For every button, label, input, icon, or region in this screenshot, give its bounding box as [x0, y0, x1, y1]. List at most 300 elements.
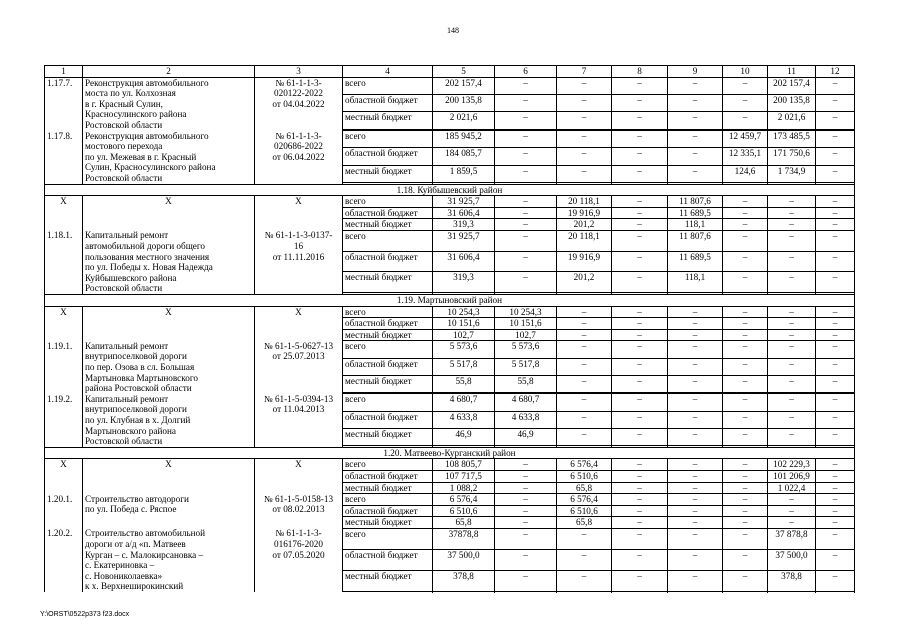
- section-row: [45, 184, 855, 196]
- amount-cell: –: [816, 375, 855, 392]
- item-row: [45, 77, 855, 94]
- amount-cell: –: [816, 470, 855, 482]
- section-title: 1.20. Матвеево-Курганский район: [45, 447, 855, 459]
- amount-cell: –: [557, 358, 612, 375]
- amount-cell: –: [612, 112, 668, 129]
- funding-source: местный бюджет: [343, 428, 433, 445]
- text-line: Ростовской области: [85, 119, 163, 130]
- section-title: 1.19. Мартыновский район: [45, 294, 855, 306]
- text-line: № 61-1-1-3-: [275, 77, 322, 88]
- text-line: № 61-1-1-3-: [275, 130, 322, 141]
- funding-source: всего: [343, 77, 433, 94]
- amount-cell: –: [816, 517, 855, 529]
- amount-cell: –: [495, 251, 557, 272]
- funding-source: областной бюджет: [343, 94, 433, 111]
- amount-cell: –: [612, 411, 668, 428]
- amount-cell: 102 229,3: [768, 459, 816, 471]
- amount-cell: –: [768, 394, 816, 411]
- text-line: Ростовской области: [85, 283, 163, 294]
- funding-source: местный бюджет: [343, 570, 433, 591]
- total-mark: Х: [83, 306, 255, 341]
- amount-cell: –: [816, 94, 855, 111]
- amount-cell: –: [612, 94, 668, 111]
- empty-cell: [557, 591, 612, 592]
- amount-cell: –: [768, 358, 816, 375]
- text-line: № 61-1-5-0627-13: [263, 340, 334, 351]
- item-document: [255, 230, 343, 294]
- amount-cell: –: [816, 358, 855, 375]
- amount-cell: 2 021,6: [433, 112, 495, 129]
- text-line: по ул. Клубная в х. Долгий: [85, 415, 191, 425]
- text-line: к х. Верхнеширокинский: [85, 581, 184, 592]
- amount-cell: –: [723, 394, 768, 411]
- amount-cell: –: [768, 272, 816, 293]
- amount-cell: 6 576,4: [433, 494, 495, 506]
- amount-cell: –: [723, 306, 768, 318]
- amount-cell: –: [768, 219, 816, 231]
- amount-cell: 20 118,1: [557, 196, 612, 208]
- funding-source: местный бюджет: [343, 375, 433, 392]
- item-name: [83, 77, 255, 130]
- amount-cell: 31 925,7: [433, 196, 495, 208]
- footer-file-path: Y:\ORST\0522p373 f23.docx: [40, 611, 130, 618]
- text-line: района Ростовской области: [85, 383, 192, 394]
- column-number: 7: [557, 66, 612, 78]
- funding-source: областной бюджет: [343, 207, 433, 219]
- amount-cell: 102,7: [495, 329, 557, 341]
- amount-cell: –: [557, 570, 612, 591]
- text-line: 020686-2022: [274, 141, 323, 152]
- amount-cell: –: [612, 505, 668, 517]
- amount-cell: –: [495, 570, 557, 591]
- amount-cell: –: [768, 251, 816, 272]
- section-title: 1.18. Куйбышевский район: [45, 184, 855, 196]
- text-line: Капитальный ремонт: [85, 393, 169, 404]
- amount-cell: –: [612, 341, 668, 358]
- amount-cell: –: [723, 428, 768, 445]
- amount-cell: –: [668, 428, 723, 445]
- funding-source: местный бюджет: [343, 272, 433, 293]
- amount-cell: –: [495, 148, 557, 165]
- total-mark: Х: [83, 196, 255, 231]
- amount-cell: –: [668, 570, 723, 591]
- empty-cell: [723, 591, 768, 592]
- amount-cell: 102,7: [433, 329, 495, 341]
- amount-cell: –: [816, 196, 855, 208]
- amount-cell: –: [557, 318, 612, 330]
- amount-cell: –: [723, 318, 768, 330]
- amount-cell: 37 500,0: [768, 549, 816, 570]
- amount-cell: 200 135,8: [768, 94, 816, 111]
- amount-cell: –: [723, 505, 768, 517]
- amount-cell: –: [723, 77, 768, 94]
- item-name: [83, 494, 255, 529]
- total-row: [45, 196, 855, 208]
- amount-cell: –: [557, 165, 612, 182]
- text-line: с. Новониколаевка»: [85, 570, 163, 581]
- amount-cell: –: [557, 329, 612, 341]
- amount-cell: –: [816, 494, 855, 506]
- funding-source: всего: [343, 494, 433, 506]
- amount-cell: –: [495, 528, 557, 549]
- amount-cell: 124,6: [723, 165, 768, 182]
- amount-cell: –: [668, 148, 723, 165]
- section-row: [45, 447, 855, 459]
- total-mark: Х: [45, 306, 83, 341]
- amount-cell: –: [723, 517, 768, 529]
- amount-cell: 19 916,9: [557, 251, 612, 272]
- amount-cell: –: [557, 411, 612, 428]
- amount-cell: –: [612, 272, 668, 293]
- amount-cell: –: [612, 482, 668, 494]
- amount-cell: –: [816, 207, 855, 219]
- item-number: 1.17.7.: [45, 77, 83, 130]
- amount-cell: –: [723, 272, 768, 293]
- item-number: 1.20.1.: [45, 494, 83, 529]
- item-number: 1.18.1.: [45, 230, 83, 294]
- amount-cell: 12 335,1: [723, 148, 768, 165]
- amount-cell: 5 573,6: [433, 341, 495, 358]
- text-line: моста по ул. Колхозная: [85, 88, 176, 99]
- text-line: Куйбышевского района: [85, 272, 177, 283]
- text-line: Капитальный ремонт: [85, 340, 169, 351]
- amount-cell: –: [612, 528, 668, 549]
- item-number: 1.17.8.: [45, 131, 83, 184]
- amount-cell: –: [495, 165, 557, 182]
- empty-cell: [495, 591, 557, 592]
- amount-cell: –: [816, 306, 855, 318]
- amount-cell: –: [612, 306, 668, 318]
- amount-cell: –: [768, 196, 816, 208]
- amount-cell: 46,9: [433, 428, 495, 445]
- empty-cell: [668, 591, 723, 592]
- amount-cell: 202 157,4: [433, 77, 495, 94]
- amount-cell: –: [668, 505, 723, 517]
- amount-cell: 108 805,7: [433, 459, 495, 471]
- funding-source: областной бюджет: [343, 505, 433, 517]
- text-line: мостового перехода: [85, 141, 163, 152]
- amount-cell: 65,8: [557, 482, 612, 494]
- amount-cell: 202 157,4: [768, 77, 816, 94]
- amount-cell: –: [816, 251, 855, 272]
- amount-cell: 4 680,7: [495, 394, 557, 411]
- amount-cell: –: [495, 482, 557, 494]
- amount-cell: –: [816, 329, 855, 341]
- amount-cell: –: [668, 375, 723, 392]
- amount-cell: –: [723, 219, 768, 231]
- funding-source: всего: [343, 528, 433, 549]
- amount-cell: 6 576,4: [557, 494, 612, 506]
- item-row: [45, 341, 855, 358]
- text-line: автомобильной дороги общего: [85, 241, 205, 251]
- amount-cell: 65,8: [557, 517, 612, 529]
- amount-cell: –: [612, 358, 668, 375]
- text-line: дороги от а/д «п. Матвеев: [85, 539, 186, 550]
- amount-cell: –: [495, 94, 557, 111]
- text-line: внутрипоселковой дороги: [85, 351, 187, 362]
- amount-cell: –: [723, 358, 768, 375]
- text-line: от 11.11.2016: [272, 251, 325, 262]
- amount-cell: –: [768, 517, 816, 529]
- amount-cell: 1 022,4: [768, 482, 816, 494]
- amount-cell: 171 750,6: [768, 148, 816, 165]
- text-line: по пер. Озова в сл. Большая: [85, 362, 195, 373]
- empty-cell: [343, 591, 433, 592]
- item-name: [83, 528, 255, 592]
- amount-cell: –: [612, 318, 668, 330]
- column-number: 10: [723, 66, 768, 78]
- funding-source: местный бюджет: [343, 112, 433, 129]
- amount-cell: 12 459,7: [723, 131, 768, 148]
- funding-source: всего: [343, 230, 433, 251]
- column-number: 1: [45, 66, 83, 78]
- empty-cell: [612, 591, 668, 592]
- total-row: [45, 306, 855, 318]
- amount-cell: –: [723, 112, 768, 129]
- funding-source: областной бюджет: [343, 470, 433, 482]
- amount-cell: –: [495, 131, 557, 148]
- amount-cell: –: [816, 394, 855, 411]
- amount-cell: 319,3: [433, 219, 495, 231]
- amount-cell: –: [495, 517, 557, 529]
- column-number: 4: [343, 66, 433, 78]
- amount-cell: –: [723, 570, 768, 591]
- text-line: Ростовской области: [85, 436, 163, 447]
- funding-source: всего: [343, 306, 433, 318]
- amount-cell: 37878,8: [433, 528, 495, 549]
- text-line: Красносулинского района: [85, 109, 187, 120]
- text-line: Сулин, Красносулинского района: [85, 162, 216, 173]
- funding-source: местный бюджет: [343, 329, 433, 341]
- item-document: [255, 494, 343, 529]
- amount-cell: –: [816, 219, 855, 231]
- amount-cell: 37 878,8: [768, 528, 816, 549]
- amount-cell: –: [557, 112, 612, 129]
- funding-source: всего: [343, 459, 433, 471]
- amount-cell: 6 510,6: [557, 505, 612, 517]
- text-line: 16: [293, 241, 304, 251]
- amount-cell: –: [495, 459, 557, 471]
- item-name: [83, 341, 255, 394]
- amount-cell: –: [723, 230, 768, 251]
- funding-source: областной бюджет: [343, 411, 433, 428]
- amount-cell: 46,9: [495, 428, 557, 445]
- amount-cell: 1 088,2: [433, 482, 495, 494]
- column-number: 9: [668, 66, 723, 78]
- amount-cell: –: [612, 148, 668, 165]
- amount-cell: 184 085,7: [433, 148, 495, 165]
- empty-cell: [433, 591, 495, 592]
- amount-cell: 31 606,4: [433, 207, 495, 219]
- text-line: от 07.05.2020: [272, 549, 325, 560]
- item-row: [45, 528, 855, 549]
- amount-cell: –: [495, 219, 557, 231]
- text-line: Курган – с. Малокирсановка –: [85, 549, 204, 560]
- item-document: [255, 341, 343, 394]
- amount-cell: –: [668, 394, 723, 411]
- amount-cell: –: [557, 428, 612, 445]
- amount-cell: –: [668, 329, 723, 341]
- amount-cell: –: [668, 517, 723, 529]
- amount-cell: –: [668, 77, 723, 94]
- funding-source: всего: [343, 394, 433, 411]
- amount-cell: –: [768, 329, 816, 341]
- amount-cell: –: [557, 148, 612, 165]
- funding-source: областной бюджет: [343, 251, 433, 272]
- amount-cell: –: [668, 94, 723, 111]
- amount-cell: –: [816, 411, 855, 428]
- amount-cell: 20 118,1: [557, 230, 612, 251]
- amount-cell: –: [723, 341, 768, 358]
- amount-cell: –: [768, 306, 816, 318]
- amount-cell: –: [723, 207, 768, 219]
- text-line: № 61-1-1-3-0137-: [264, 230, 333, 241]
- amount-cell: –: [816, 341, 855, 358]
- amount-cell: –: [723, 459, 768, 471]
- amount-cell: 107 717,5: [433, 470, 495, 482]
- amount-cell: 11 807,6: [668, 230, 723, 251]
- amount-cell: –: [668, 528, 723, 549]
- funding-source: местный бюджет: [343, 482, 433, 494]
- text-line: 016176-2020: [274, 539, 323, 550]
- item-name: [83, 394, 255, 447]
- amount-cell: 1 734,9: [768, 165, 816, 182]
- total-mark: Х: [255, 196, 343, 231]
- column-number: 3: [255, 66, 343, 78]
- amount-cell: –: [723, 329, 768, 341]
- amount-cell: 5 573,6: [495, 341, 557, 358]
- program-table: [44, 65, 855, 592]
- funding-source: всего: [343, 341, 433, 358]
- amount-cell: –: [668, 411, 723, 428]
- amount-cell: 10 254,3: [433, 306, 495, 318]
- amount-cell: –: [768, 494, 816, 506]
- item-name: [83, 131, 255, 184]
- amount-cell: –: [612, 428, 668, 445]
- item-name: [83, 230, 255, 294]
- amount-cell: –: [612, 207, 668, 219]
- amount-cell: –: [816, 428, 855, 445]
- text-line: Мартыновка Мартыновского: [85, 372, 198, 383]
- amount-cell: 4 680,7: [433, 394, 495, 411]
- item-number: 1.20.2.: [45, 528, 83, 592]
- amount-cell: 173 485,5: [768, 131, 816, 148]
- amount-cell: 6 510,6: [433, 505, 495, 517]
- amount-cell: –: [816, 505, 855, 517]
- amount-cell: –: [495, 77, 557, 94]
- total-mark: Х: [45, 459, 83, 494]
- amount-cell: –: [816, 131, 855, 148]
- total-row: [45, 459, 855, 471]
- amount-cell: 19 916,9: [557, 207, 612, 219]
- amount-cell: –: [612, 549, 668, 570]
- amount-cell: –: [816, 148, 855, 165]
- amount-cell: –: [557, 549, 612, 570]
- text-line: внутрипоселковой дороги: [85, 404, 187, 415]
- funding-source: областной бюджет: [343, 549, 433, 570]
- amount-cell: 11 807,6: [668, 196, 723, 208]
- amount-cell: –: [768, 375, 816, 392]
- text-line: Строительство автомобильной: [85, 528, 206, 539]
- item-document: [255, 77, 343, 130]
- amount-cell: 118,1: [668, 219, 723, 231]
- funding-source: всего: [343, 196, 433, 208]
- amount-cell: –: [612, 517, 668, 529]
- section-row: [45, 294, 855, 306]
- text-line: пользования местного значения: [85, 251, 210, 262]
- column-number-row: [45, 66, 855, 78]
- column-number: 5: [433, 66, 495, 78]
- amount-cell: –: [723, 482, 768, 494]
- item-row: [45, 230, 855, 251]
- amount-cell: 201,2: [557, 219, 612, 231]
- amount-cell: –: [612, 77, 668, 94]
- column-number: 8: [612, 66, 668, 78]
- item-row: [45, 131, 855, 148]
- amount-cell: –: [612, 230, 668, 251]
- item-document: [255, 131, 343, 184]
- total-mark: Х: [83, 459, 255, 494]
- amount-cell: –: [495, 272, 557, 293]
- amount-cell: 11 689,5: [668, 251, 723, 272]
- text-line: Строительство автодороги: [85, 493, 189, 504]
- item-number: 1.19.1.: [45, 341, 83, 394]
- text-line: № 61-1-5-0158-13: [263, 493, 334, 504]
- amount-cell: –: [557, 94, 612, 111]
- amount-cell: –: [816, 482, 855, 494]
- text-line: № 61-1-5-0394-13: [263, 393, 334, 404]
- amount-cell: 378,8: [433, 570, 495, 591]
- amount-cell: –: [816, 549, 855, 570]
- text-line: от 06.04.2022: [272, 151, 325, 162]
- amount-cell: –: [723, 196, 768, 208]
- column-number: 12: [816, 66, 855, 78]
- amount-cell: –: [668, 358, 723, 375]
- amount-cell: –: [816, 528, 855, 549]
- text-line: по ул. Межевая в г. Красный: [85, 151, 197, 162]
- amount-cell: –: [668, 341, 723, 358]
- text-line: Реконструкция автомобильного: [85, 77, 209, 88]
- amount-cell: –: [495, 505, 557, 517]
- text-line: от 25.07.2013: [272, 351, 325, 362]
- amount-cell: –: [668, 165, 723, 182]
- item-row: [45, 394, 855, 411]
- funding-source: всего: [343, 131, 433, 148]
- text-line: Реконструкция автомобильного: [85, 130, 209, 141]
- amount-cell: –: [816, 318, 855, 330]
- amount-cell: –: [723, 528, 768, 549]
- amount-cell: –: [668, 112, 723, 129]
- amount-cell: 65,8: [433, 517, 495, 529]
- funding-source: областной бюджет: [343, 318, 433, 330]
- funding-source: местный бюджет: [343, 165, 433, 182]
- amount-cell: 101 206,9: [768, 470, 816, 482]
- page-number: 148: [447, 26, 459, 35]
- amount-cell: –: [816, 112, 855, 129]
- amount-cell: –: [816, 77, 855, 94]
- amount-cell: 10 151,6: [433, 318, 495, 330]
- amount-cell: –: [668, 549, 723, 570]
- amount-cell: –: [668, 482, 723, 494]
- amount-cell: –: [816, 570, 855, 591]
- amount-cell: –: [612, 329, 668, 341]
- text-line: 020122-2022: [274, 88, 323, 99]
- amount-cell: 10 151,6: [495, 318, 557, 330]
- amount-cell: –: [557, 341, 612, 358]
- amount-cell: –: [723, 251, 768, 272]
- amount-cell: 5 517,8: [495, 358, 557, 375]
- amount-cell: 10 254,3: [495, 306, 557, 318]
